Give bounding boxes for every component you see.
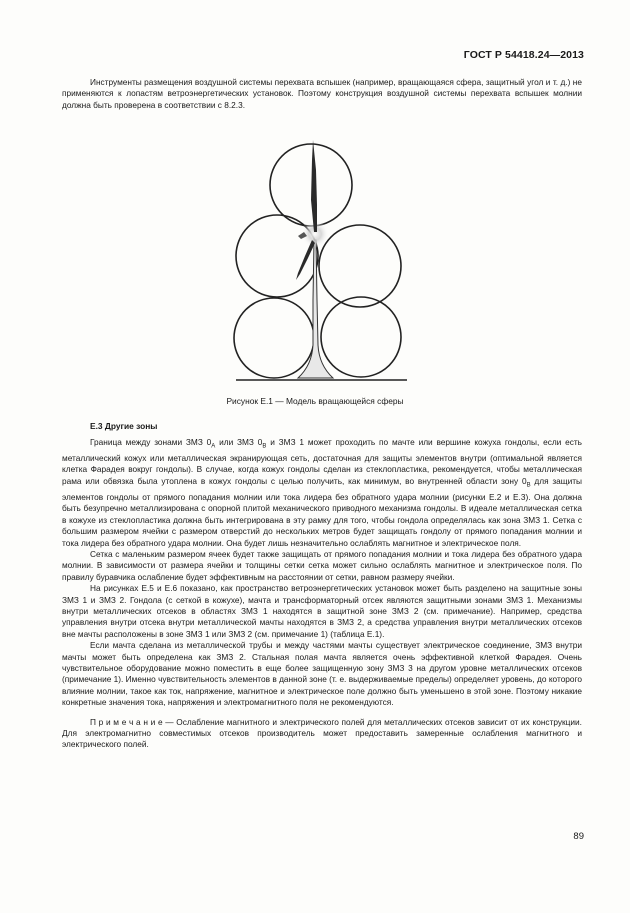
blade-upper	[311, 140, 317, 232]
standard-number-header: ГОСТ Р 54418.24—2013	[463, 49, 584, 61]
intro-paragraph: Инструменты размещения воздушной системы перехвата вспышек (например, вращающаяся сфера, защитный угол и т. д.) не применяются к лопастям ветроэнергетических установок. Поэтому конструкция воздушной системы перехвата вспышек молнии должна быть проверена в соответствии с 8.2.3.	[62, 77, 582, 110]
paragraph-4: Если мачта сделана из металлической трубы и между частями мачты существует электрическое соединение, ЗМЗ внутри мачты может быть определена как ЗМЗ 2. Стальная полая мачта является очень эффективной клеткой Фарадея. Очень чувствительное оборудование можно поместить в еще более защищенную зону ЗМЗ 3 на другом уровне металлических отсеков (примечание 1). Именно чувствительность элементов в данной зоне (т. е. выдерживаемые пределы) определяет уровень, до которого влияние молнии, такое как ток, напряжение, магнитное и электрическое поле должно быть уменьшено в этой зоне. Поэтому никакие конкретные значения тока, напряжения и электромагнитного поля не рекомендуются.	[62, 640, 582, 708]
blade-lower	[296, 240, 315, 280]
paragraph-1: Граница между зонами ЗМЗ $0_А$ или ЗМЗ $0_В$ и ЗМЗ 1 может проходить по мачте или вершине кожуха гондолы, если есть металлический кожух или металлическая экранирующая сеть, достаточная для защиты элементов внутри (оптимальной является клетка Фарадея вокруг гондолы). В случае, когда кожух гондолы сделан из стеклопластика, рекомендуется, чтобы металлическая рама или обвязка была утоплена в кожух гондолы с целью получить, как минимум, во внутренней области зону $0_В$ для защиты элементов гондолы от прямого попадания молнии или тока лидера без обратного удара молнии (рисунки Е.2 и Е.3). Она должна быть безупречно металлизирована с опорной плитой механического приводного механизма гондолы. В идеале металлическая сетка в кожухе из стеклопластика должна быть интегрирована в эту рамку для того, чтобы гондола определялась как зона ЗМЗ 1. Сетка с большим размером ячейки с размером отверстий до нескольких метров будет защищать гондолу от прямого попадания молнии и тока лидера без обратного удара молнии. Она будет лишь незначительно ослаблять магнитное и электрическое поля.	[62, 437, 583, 548]
note-paragraph: П р и м е ч а н и е — Ослабление магнитного и электрического полей для металлических отсеков зависит от их конструкции. Для электромагнитно совместимых отсеков производитель может предоставить замеренные ослабления магнитного и электрического полей.	[62, 716, 582, 750]
section-heading: Е.3 Другие зоны	[90, 421, 158, 431]
figure-caption: Рисунок Е.1 — Модель вращающейся сферы	[226, 396, 404, 406]
sphere-middle-right	[319, 225, 401, 307]
sphere-bottom-right	[321, 297, 401, 377]
page-number: 89	[573, 831, 584, 842]
sphere-top	[270, 144, 352, 226]
sphere-bottom-left	[234, 298, 314, 378]
paragraph-3: На рисунках Е.5 и Е.6 показано, как пространство ветроэнергетических установок может быть разделено на защитные зоны ЗМЗ 1 и ЗМЗ 2. Гондола (с сеткой в кожухе), мачта и трансформаторный отсек являются защитными зонами ЗМЗ 1. Механизмы внутри металлических отсеков в областях ЗМЗ 1 находятся в защитной зоне ЗМЗ 2 (см. примечание). Например, средства управления внутри отсека внутри металлической мачты находятся в ЗМЗ 2, а средства управления внутри металлических отсеков вне мачты расположены в зоне ЗМЗ 1 или ЗМЗ 2 (см. примечание 1) (таблица Е.1).	[62, 583, 582, 639]
section-body	[62, 437, 582, 751]
paragraph-2: Сетка с маленьким размером ячеек будет также защищать от прямого попадания молнии и тока лидера без обратного удара молнии. В зависимости от размера ячейки и толщины сетки сетка может сильно ослаблять магнитное и электрическое поля. По правилу буравчика ослабление будет эффективным на расстоянии от сетки, равном размеру ячейки.	[62, 548, 582, 582]
